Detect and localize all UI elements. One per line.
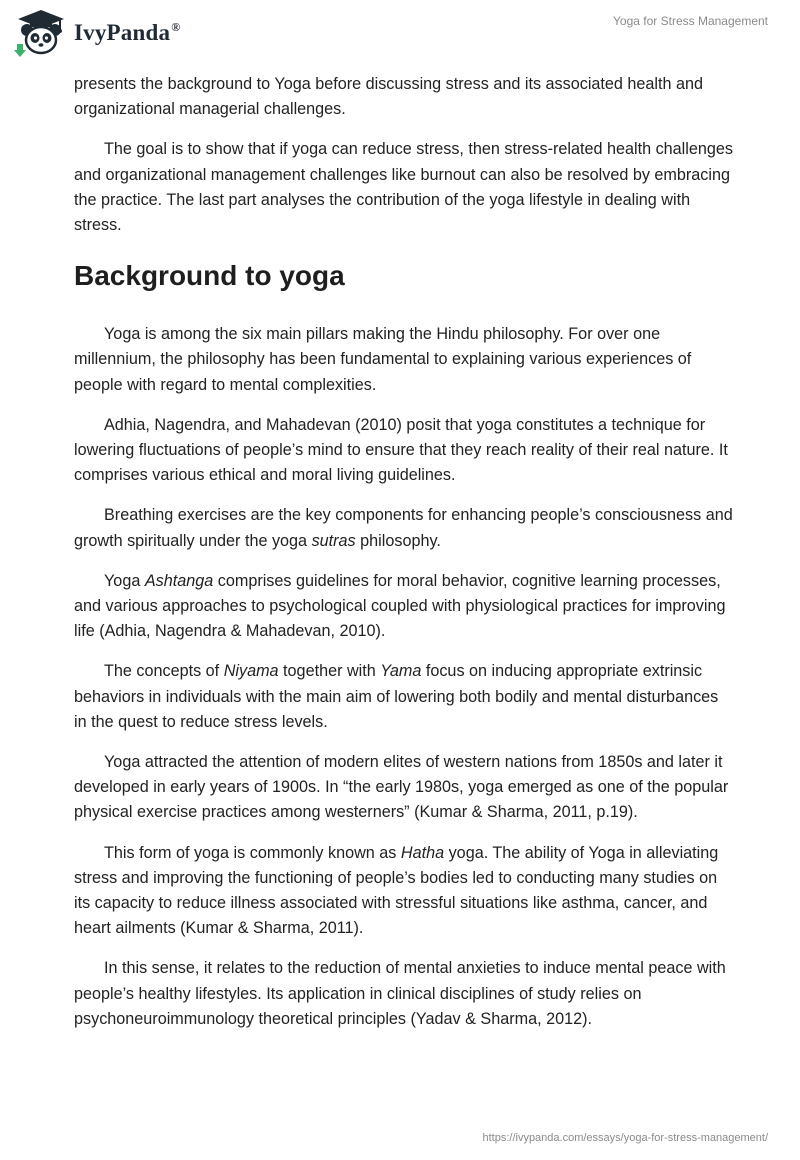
paragraph: Yoga is among the six main pillars making the Hindu philosophy. For over one millennium, the philosophy has been fundamental to explaining various experiences of people with regard to mental complexities. (74, 325, 692, 394)
paragraph: Yoga attracted the attention of modern elites of western nations from 1850s and later it developed in early years of 1900s. In “the early 1980s, yoga emerged as one of the popular physical exercise practices among westerners” (Kumar & Sharma, 2011, p.19). (74, 753, 729, 822)
paragraph (74, 503, 734, 553)
text-run: The concepts of (104, 662, 224, 681)
section-heading: Background to yoga (74, 260, 345, 292)
text-run: focus on inducing appropriate extrinsic behaviors in individuals with the main aim of lowering both bodily and mental disturbances in the quest to reduce stress levels. (74, 662, 719, 731)
text-run: together with (278, 662, 381, 681)
italic-term: Yama (380, 662, 422, 681)
italic-term: Niyama (223, 662, 279, 681)
italic-term: Hatha (400, 843, 445, 862)
text-run: Breathing exercises are the key components for enhancing people’s consciousness and growth spiritually under the yoga (74, 506, 733, 550)
text-run: yoga. The ability of Yoga in alleviating stress and improving the functioning of people’s bodies led to conducting many studies on its capacity to reduce illness associated with stressful situations like asthma, cancer, and heart ailments (Kumar & Sharma, 2011). (74, 843, 719, 938)
paragraph: presents the background to Yoga before discussing stress and its associated health and organizational managerial challenges. (74, 75, 704, 119)
essay-content (74, 72, 734, 1047)
ivypanda-logo[interactable] (14, 8, 180, 58)
panda-graduate-icon (14, 8, 68, 58)
text-run: philosophy. (355, 531, 441, 550)
brand-name: IvyPanda® (74, 20, 181, 45)
registered-mark: ® (171, 20, 181, 35)
italic-term: sutras (311, 531, 356, 550)
paragraph (74, 841, 734, 942)
paragraph (74, 659, 734, 735)
page-header (0, 0, 800, 70)
document-title: Yoga for Stress Management (613, 14, 768, 28)
paragraph: Adhia, Nagendra, and Mahadevan (2010) posit that yoga constitutes a technique for lowering fluctuations of people’s mind to ensure that they reach reality of their real nature. It comprises various ethical and moral living guidelines. (74, 415, 728, 485)
text-run: comprises guidelines for moral behavior, cognitive learning processes, and various approaches to psychological coupled with physiological practices for improving life (Adhia, Nagendra & Mahadevan, 2010). (74, 571, 726, 641)
text-run: This form of yoga is commonly known as (104, 843, 401, 862)
text-run: Yoga (104, 571, 145, 590)
paragraph: The goal is to show that if yoga can reduce stress, then stress-related health challenges and organizational management challenges like burnout can also be resolved by embracing the practice. The last part analyses the contribution of the yoga lifestyle in dealing with stress. (74, 140, 733, 235)
italic-term: Ashtanga (144, 571, 214, 590)
source-url[interactable]: https://ivypanda.com/essays/yoga-for-stress-management/ (482, 1132, 768, 1144)
paragraph (74, 569, 734, 645)
paragraph: In this sense, it relates to the reduction of mental anxieties to induce mental peace with people’s healthy lifestyles. Its application in clinical disciplines of study relies on psychoneuroimmunology theoretical principles (Yadav & Sharma, 2012). (74, 959, 726, 1028)
